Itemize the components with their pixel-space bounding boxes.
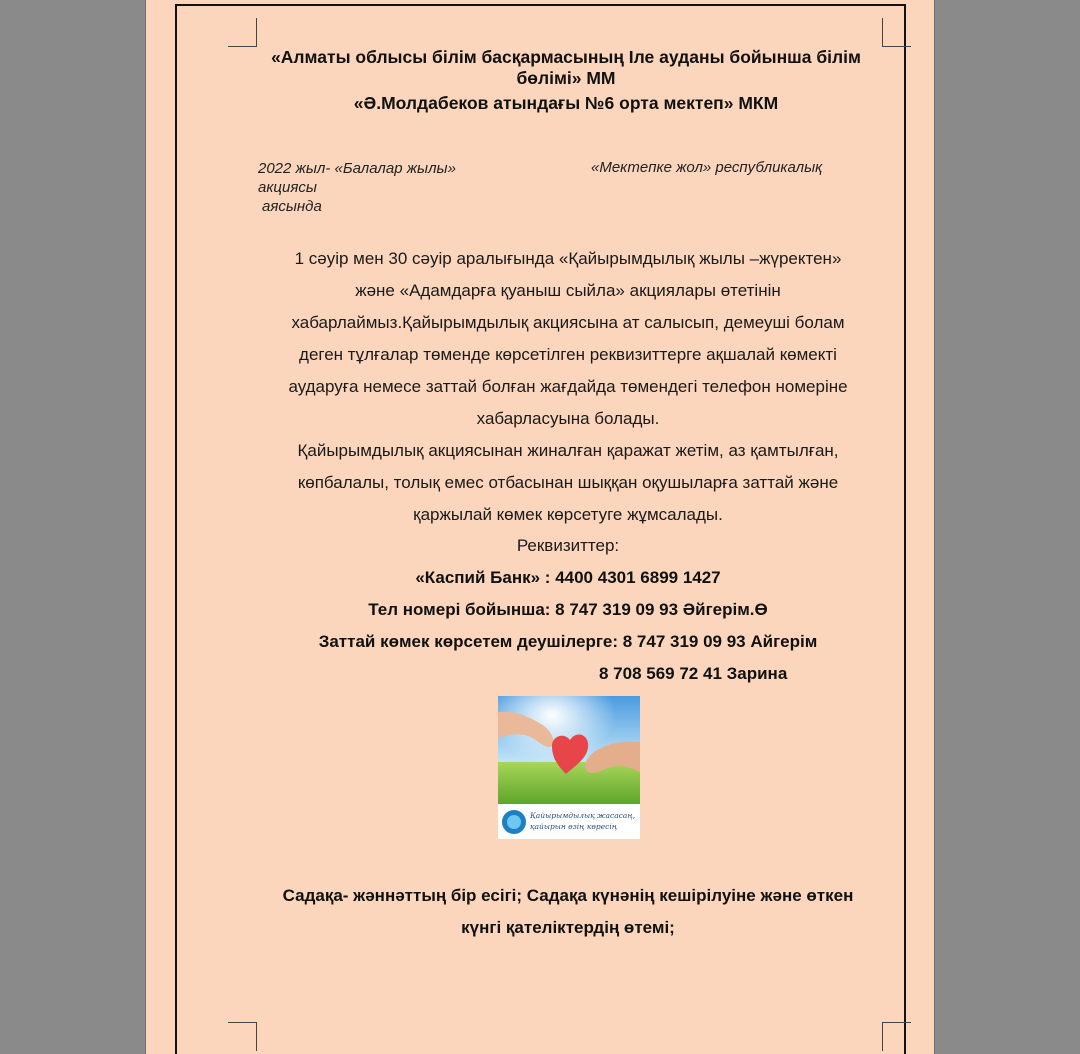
- footer-line: күнгі қателіктердің өтемі;: [461, 918, 675, 937]
- header-school: «Ә.Молдабеков атындағы №6 орта мектеп» МКМ: [353, 93, 779, 113]
- announcement-text: [259, 243, 877, 531]
- header-organization: «Алматы облысы білім басқармасының Іле ауданы бойынша білім бөлімі» ММ: [271, 47, 861, 88]
- footer-quote: [259, 880, 877, 944]
- bank-account: «Каспий Банк» : 4400 4301 6899 1427: [415, 568, 721, 587]
- campaign-left-line3: аясында: [262, 198, 322, 215]
- goods-help-contact: Заттай көмек көрсетем деушілерге: 8 747 319 09 93 Айгерім: [318, 632, 818, 651]
- announcement-line: көпбалалы, толық емес отбасынан шыққан оқушыларға заттай және: [297, 473, 839, 492]
- margin-mark-top-right: [882, 18, 911, 47]
- charity-image: [498, 696, 640, 839]
- campaign-left: [258, 159, 498, 216]
- announcement-line: және «Адамдарға қуаныш сыйла» акциялары өтетінін: [355, 281, 781, 300]
- campaign-left-line1: 2022 жыл- «Балалар жылы»: [258, 160, 456, 177]
- requisites-title: Реквизиттер:: [516, 536, 620, 555]
- campaign-left-line2: акциясы: [258, 179, 317, 196]
- announcement-line: хабарлаймыз.Қайырымдылық акциясына ат салысып, демеуші болам: [291, 313, 845, 332]
- campaign-right: «Мектепке жол» республикалық: [591, 159, 823, 176]
- announcement-line: 1 сәуір мен 30 сәуір аралығында «Қайырымдылық жылы –жүректен»: [294, 249, 842, 268]
- document-page: [145, 0, 935, 1054]
- margin-mark-bottom-left: [228, 1022, 257, 1051]
- image-caption-line2: қайырын өзің көресің: [530, 822, 618, 831]
- announcement-line: деген тұлғалар төменде көрсетілген реквизиттерге ақшалай көмекті: [299, 345, 837, 364]
- image-caption-line1: Қайырымдылық жасасаң,: [530, 811, 636, 820]
- announcement-line: хабарласуына болады.: [476, 409, 660, 428]
- margin-mark-top-left: [228, 18, 257, 47]
- footer-line: Садақа- жәннәттың бір есігі; Садақа күнәнің кешірілуіне және өткен: [282, 886, 854, 905]
- phone-transfer: Тел номері бойынша: 8 747 319 09 93 Әйгерім.Ө: [368, 600, 768, 619]
- margin-mark-bottom-right: [882, 1022, 911, 1051]
- announcement-line: аударуға немесе заттай болған жағдайда төмендегі телефон номеріне: [288, 377, 848, 396]
- announcement-line: Қайырымдылық акциясынан жиналған қаражат жетім, аз қамтылған,: [297, 441, 839, 460]
- goods-help-contact-extra: 8 708 569 72 41 Зарина: [599, 664, 788, 683]
- announcement-line: қаржылай көмек көрсетуге жұмсалады.: [413, 505, 723, 524]
